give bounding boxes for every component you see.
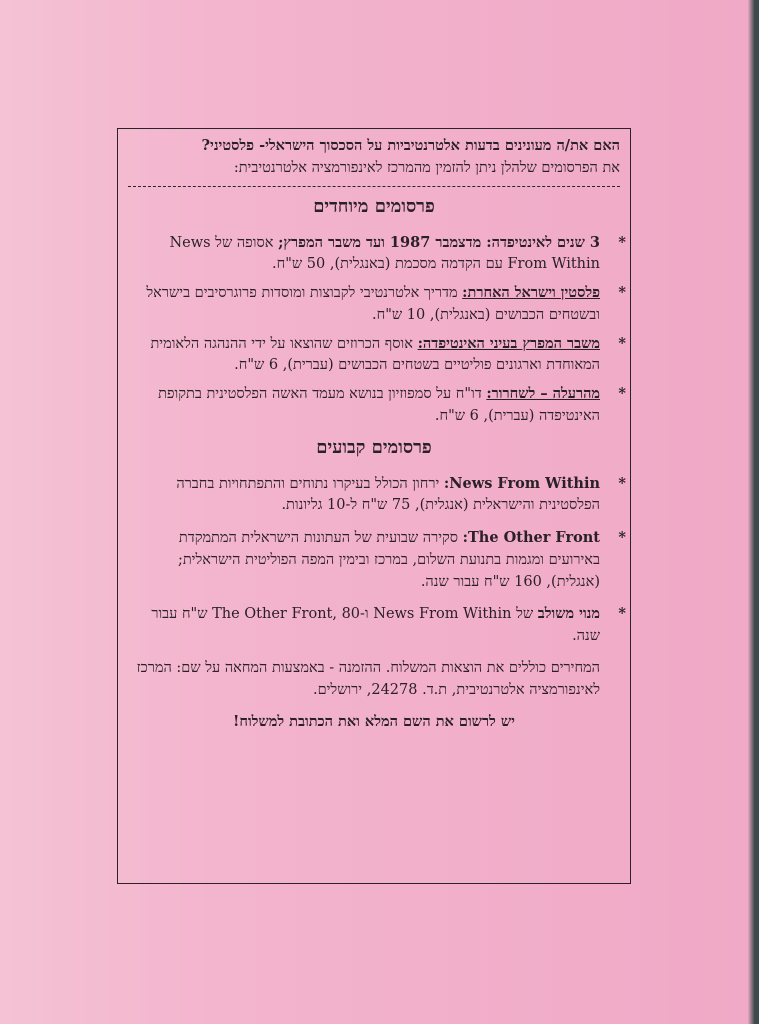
item-text: מדריך אלטרנטיבי לקבוצות ומוסדות פרוגרסיבים בישראל ובשטחים הכבושים (באנגלית), 10 ש"ח. xyxy=(146,285,600,323)
item-title: מנוי משולב xyxy=(537,605,600,623)
background-edge xyxy=(748,0,759,1024)
list-item xyxy=(128,603,626,648)
publications-flyer xyxy=(117,128,631,884)
list-item xyxy=(128,527,626,593)
bullet-star: * xyxy=(618,474,626,492)
intro-text xyxy=(128,135,620,180)
list-item xyxy=(128,473,626,518)
special-list xyxy=(128,232,626,428)
footer-notice: יש לרשום את השם המלא ואת הכתובת למשלוח! xyxy=(233,713,515,731)
list-item xyxy=(128,383,626,428)
item-title: משבר המפרץ בעיני האינטיפדה: xyxy=(417,334,600,352)
bullet-star: * xyxy=(618,334,626,352)
bullet-star: * xyxy=(618,233,626,251)
bullet-star: * xyxy=(618,529,626,546)
item-text: אוסף הכרוזים שהוצאו על ידי ההנהגה הלאומית המאוחדת וארגונים פוליטיים בשטחים הכבושים (עברית), 6 ש"ח. xyxy=(150,335,600,374)
list-item xyxy=(128,282,626,327)
item-text: אסופה של News From Within עם הקדמה מסכמת (באנגלית), 50 ש"ח. xyxy=(169,234,600,273)
item-text: דו"ח על סמפוזיון בנושא מעמד האשה הפלסטינית בתקופת האינטיפדה (עברית), 6 ש"ח. xyxy=(158,386,600,424)
list-item xyxy=(128,232,626,277)
regular-heading: פרסומים קבועים xyxy=(316,436,432,458)
item-title: The Other Front: xyxy=(462,529,600,546)
list-item xyxy=(128,333,626,378)
item-title: 3 שנים לאינטיפדה: מדצמבר 1987 ועד משבר המפרץ; xyxy=(278,233,600,251)
intro-question: האם את/ה מעונינים בדעות אלטרנטיביות על הסכסוך הישראלי- פלסטיני? xyxy=(201,137,620,154)
regular-list xyxy=(128,473,626,648)
item-text: ירחון הכולל בעיקרו נתוחים והתפתחויות בחברה הפלסטינית והישראלית (אנגלית), 75 ש"ח ל-10 גליונות. xyxy=(176,475,600,514)
item-title: פלסטין וישראל האחרת: xyxy=(462,284,600,301)
bullet-star: * xyxy=(618,605,626,623)
item-title: News From Within: xyxy=(443,474,600,492)
special-heading: פרסומים מיוחדים xyxy=(313,195,435,217)
bullet-star: * xyxy=(618,385,626,402)
order-note: המחירים כוללים את הוצאות המשלוח. ההזמנה - באמצעות המחאה על שם: המרכז לאינפורמציה אלטרנטיבית, ת.ד. 24278, ירושלים. xyxy=(136,659,600,698)
item-text: של News From Within ו-The Other Front, 80 ש"ח עבור שנה. xyxy=(151,606,600,644)
item-title: מהרעלה – לשחרור: xyxy=(486,385,600,402)
item-text: סקירה שבועית של העתונות הישראלית המתמקדת באירועים ומגמות בתנועת השלום, במרכז ובימין המפה הפוליטית הישראלית; (אנגלית), 160 ש"ח עבור שנה. xyxy=(177,530,600,590)
intro-sub: את הפרסומים שלהלן ניתן להזמין מהמרכז לאינפורמציה אלטרנטיבית: xyxy=(233,159,620,176)
dashed-divider xyxy=(128,186,620,187)
bullet-star: * xyxy=(618,284,626,301)
